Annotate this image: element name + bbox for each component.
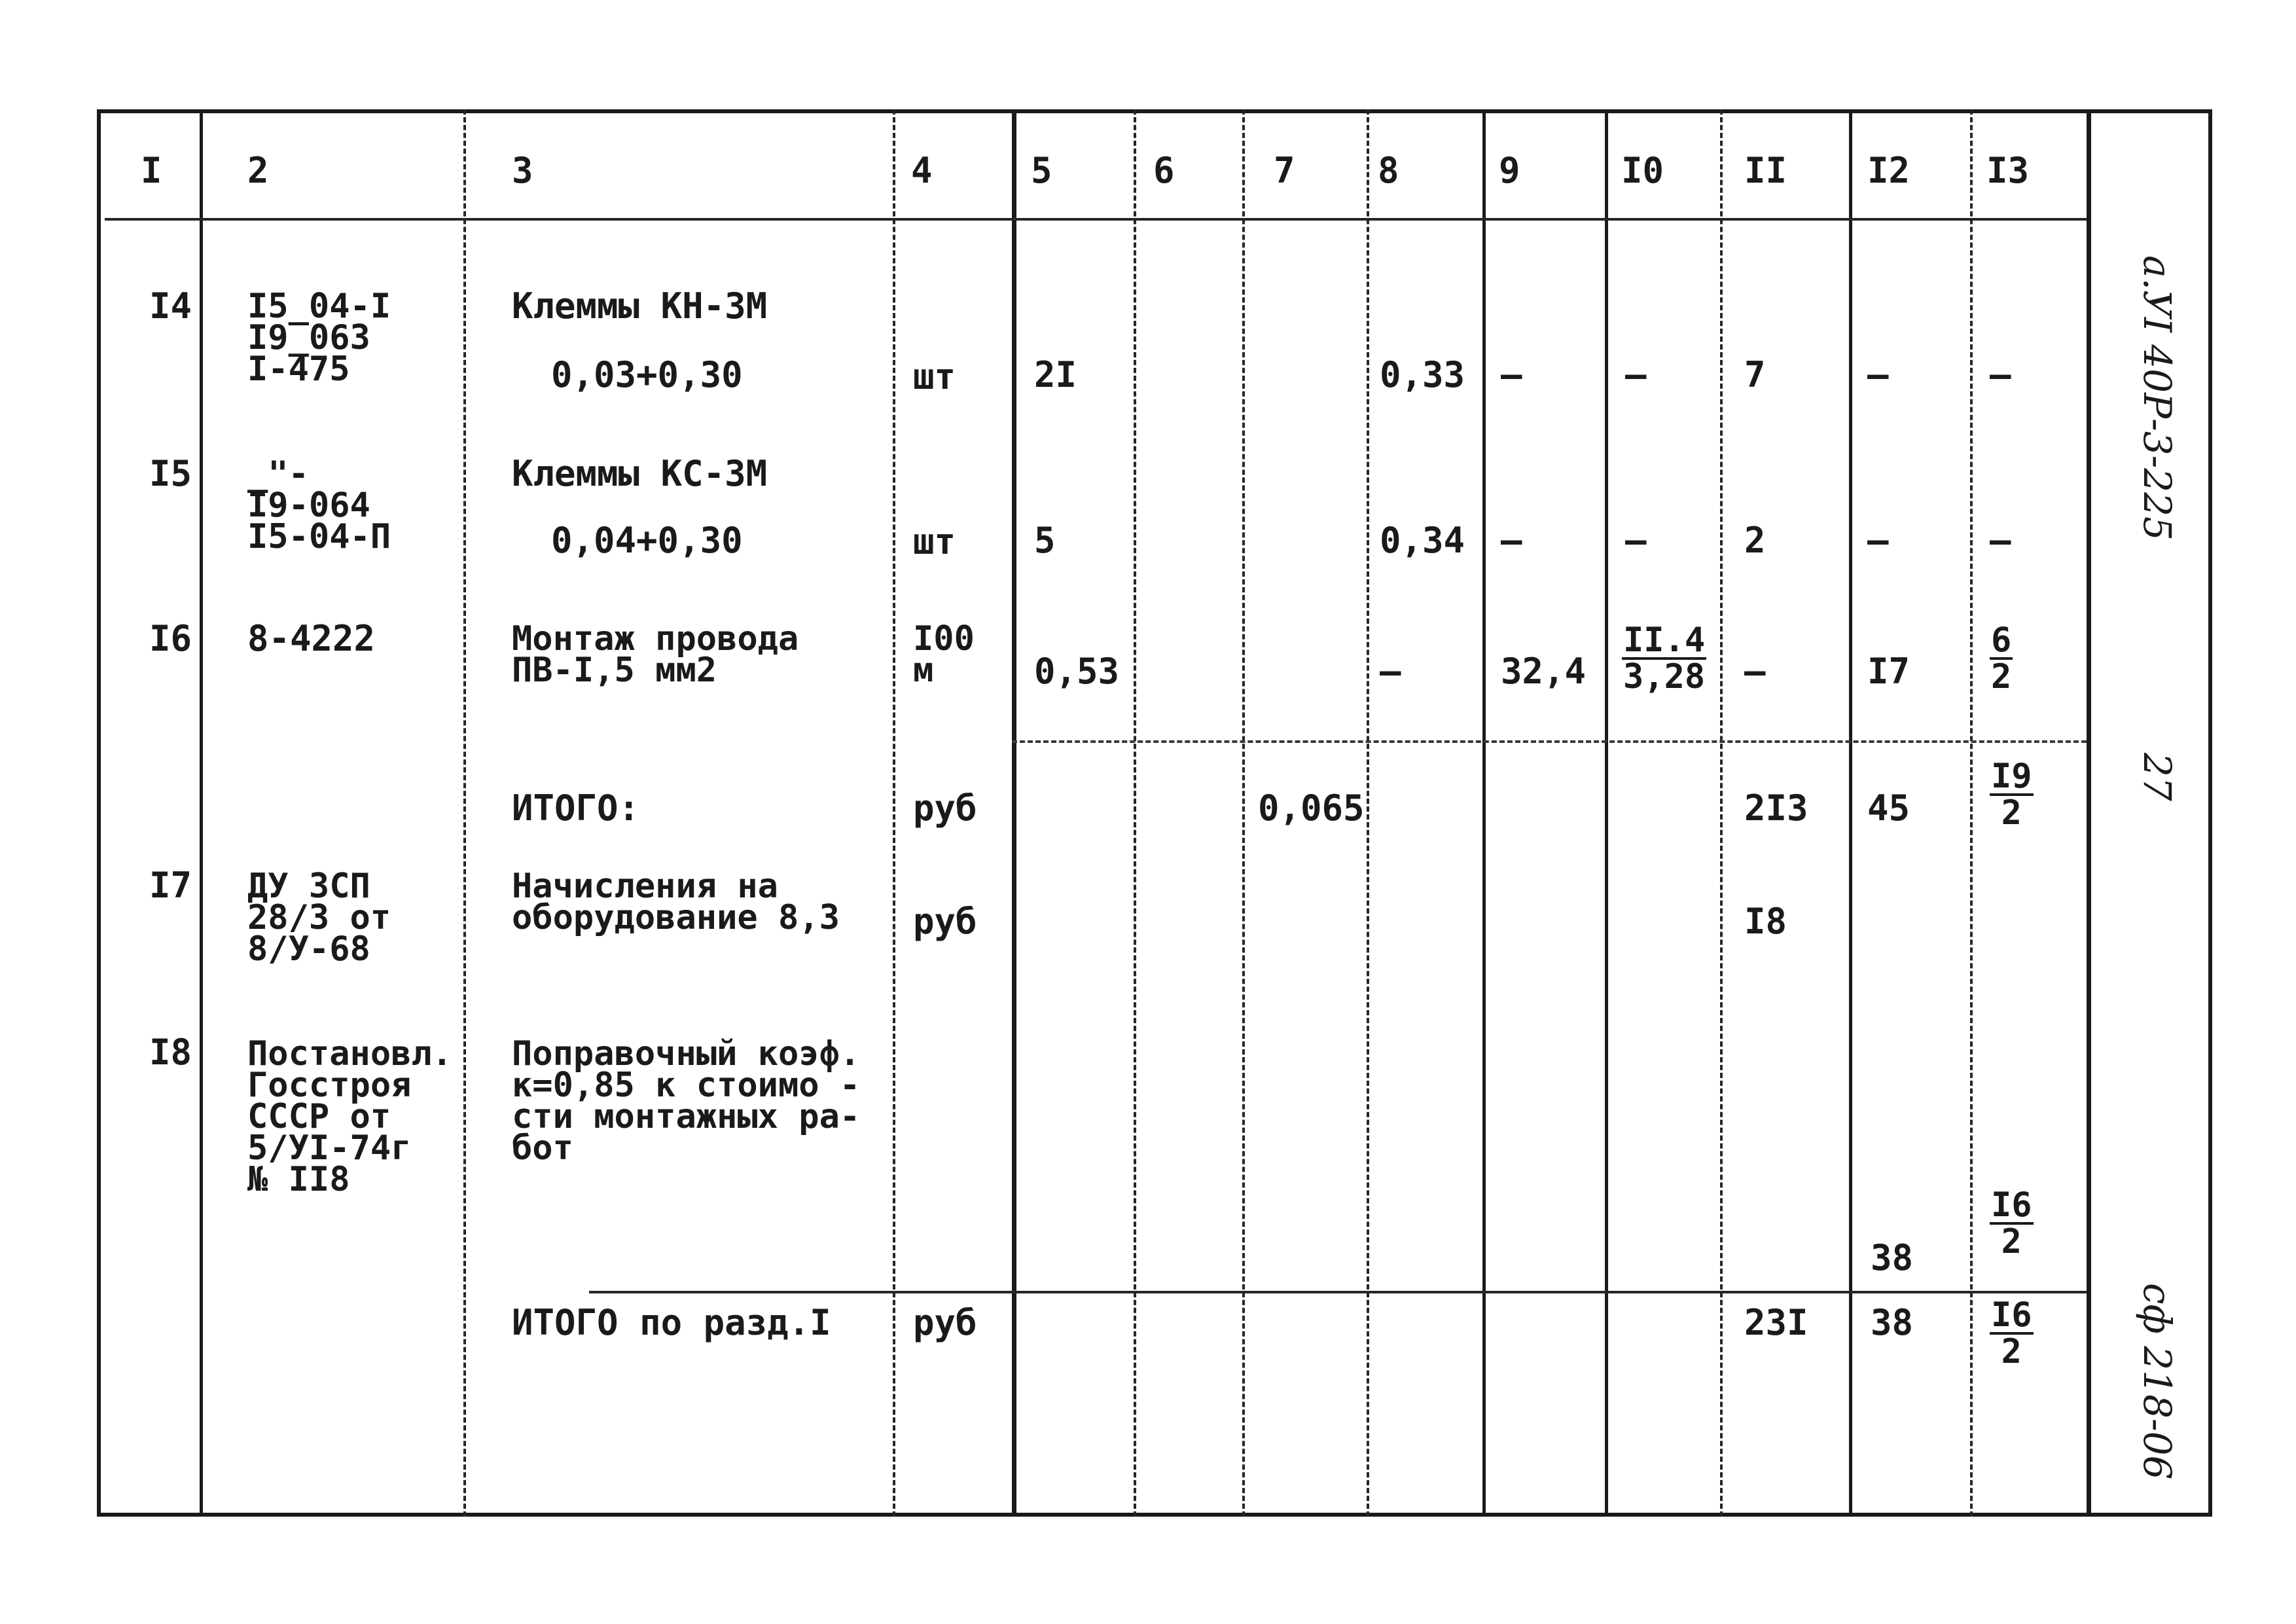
item-name: Клеммы КН-3М	[512, 285, 768, 327]
cell-10: –	[1625, 520, 1647, 561]
total-rule	[589, 1291, 2087, 1293]
cell-12: –	[1867, 354, 1889, 395]
col-divider	[1849, 109, 1852, 1517]
cell-13: –	[1990, 520, 2011, 561]
unit: руб	[913, 1302, 977, 1343]
col-divider	[1134, 109, 1136, 1517]
row-number: I5	[149, 453, 192, 494]
cell-7: 0,065	[1258, 787, 1365, 829]
cell-9: –	[1501, 354, 1522, 395]
cell-11: 2I3	[1744, 787, 1808, 829]
col-divider	[1242, 109, 1245, 1517]
col-header: 2	[247, 150, 269, 191]
cell-13-fraction: $\frac{I6}{2}$	[1991, 1295, 2032, 1371]
col-header: I2	[1867, 150, 1910, 191]
cell-10: –	[1625, 354, 1647, 395]
cell-13-fraction: $\frac{I6}{2}$	[1991, 1185, 2032, 1261]
row-number: I7	[149, 865, 192, 906]
item-name: Клеммы КС-3М	[512, 453, 768, 494]
cell-9: 32,4	[1501, 651, 1587, 692]
cell-11: 2	[1744, 520, 1766, 561]
col-divider	[1720, 109, 1723, 1517]
unit: шт	[913, 356, 956, 397]
side-note-top: а.УI 40Р-3-225	[2135, 255, 2179, 541]
cell-8: 0,34	[1380, 520, 1465, 561]
cell-5: 5	[1034, 520, 1056, 561]
cell-11: 23I	[1744, 1302, 1808, 1343]
row-number: I8	[149, 1032, 192, 1073]
unit: руб	[913, 787, 977, 829]
side-page-number: 27	[2135, 753, 2179, 801]
cell-12: 38	[1871, 1302, 1914, 1343]
col-divider	[200, 109, 203, 1517]
col-header: 8	[1378, 150, 1399, 191]
col-divider	[893, 109, 895, 1517]
col-divider	[1482, 109, 1486, 1517]
cell-5: 2I	[1034, 354, 1077, 395]
col-divider	[463, 109, 466, 1517]
col-header: II	[1744, 150, 1787, 191]
col-header: 5	[1031, 150, 1052, 191]
col-header: 9	[1499, 150, 1520, 191]
cell-12: –	[1867, 520, 1889, 561]
unit: шт	[913, 521, 956, 562]
cell-12: I7	[1867, 651, 1910, 692]
item-sub: 0,03+0,30	[551, 354, 743, 395]
cell-13-fraction: $\frac{I9}{2}$	[1991, 757, 2032, 833]
col-header: I	[141, 150, 162, 191]
col-divider	[1970, 109, 1973, 1517]
cell-8: –	[1380, 651, 1401, 692]
col-header: 7	[1274, 150, 1295, 191]
norm-code: _"- I9-064 I5-04-П	[247, 454, 391, 556]
item-sub: 0,04+0,30	[551, 520, 743, 561]
cell-5: 0,53	[1034, 651, 1120, 692]
unit: руб	[913, 901, 977, 942]
norm-code: Постановл. Госстроя СССР от 5/УI-74г № II8	[247, 1034, 453, 1199]
col-divider	[1605, 109, 1608, 1517]
cell-11: –	[1744, 651, 1766, 692]
col-header: 4	[911, 150, 933, 191]
section-total-label: ИТОГО по разд.I	[512, 1302, 831, 1343]
item-name: Поправочный коэф. к=0,85 к стоимо - сти монтажных ра- бот	[512, 1034, 861, 1168]
col-header: I0	[1621, 150, 1664, 191]
cell-12: 38	[1871, 1237, 1914, 1278]
side-note-bottom: сф 218-06	[2135, 1283, 2179, 1480]
col-divider	[1012, 109, 1016, 1517]
item-name: Начисления на оборудование 8,3	[512, 867, 840, 937]
cell-11: I8	[1744, 901, 1787, 942]
norm-code: ДУ ЗСП 28/3 от 8/У-68	[247, 867, 391, 969]
row-number: I6	[149, 618, 192, 659]
cell-10-fraction: $\frac{II.4}{3,28}$	[1623, 621, 1706, 696]
col-header: 3	[512, 150, 533, 191]
row-number: I4	[149, 285, 192, 327]
total-label: ИТОГО:	[512, 787, 640, 829]
cell-13-fraction: $\frac{6}{2}$	[1991, 621, 2012, 696]
row-rule	[1012, 740, 2087, 743]
norm-code: I5_04-I I9_063 I-475	[247, 287, 391, 389]
cell-12: 45	[1867, 787, 1910, 829]
col-divider	[2087, 109, 2091, 1517]
cell-9: –	[1501, 520, 1522, 561]
item-name: Монтаж провода ПВ-I,5 мм2	[512, 619, 799, 690]
cell-8: 0,33	[1380, 354, 1465, 395]
col-header: I3	[1986, 150, 2030, 191]
cell-11: 7	[1744, 354, 1766, 395]
cell-13: –	[1990, 354, 2011, 395]
col-divider	[1367, 109, 1369, 1517]
unit: I00 м	[913, 619, 975, 690]
norm-code: 8-4222	[247, 618, 376, 659]
col-header: 6	[1153, 150, 1175, 191]
header-rule	[105, 218, 2087, 221]
